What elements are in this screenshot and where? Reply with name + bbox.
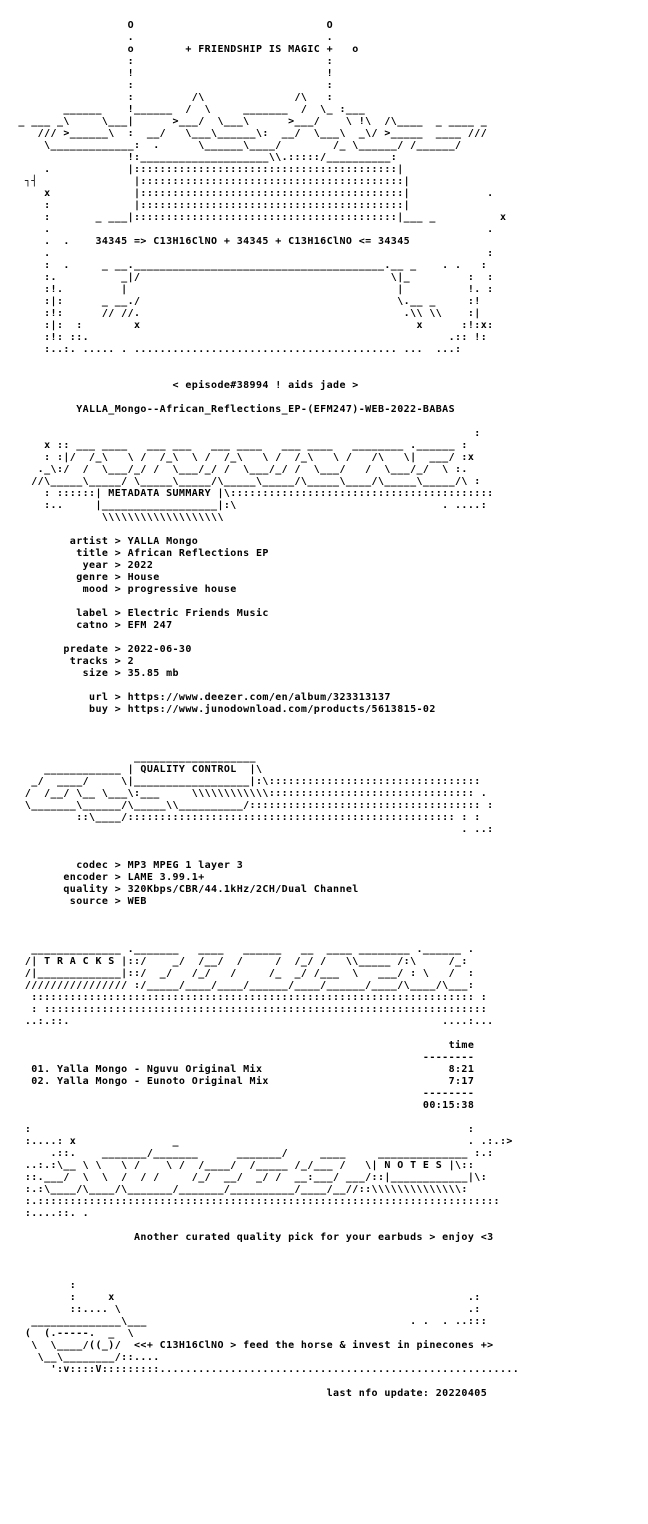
- nfo-line: !:____________________\\.:::::/__________:: [12, 152, 500, 163]
- nfo-line: : :: [12, 80, 475, 91]
- nfo-line: size > 35.85 mb: [12, 668, 179, 679]
- nfo-line: ______ !______ / \ _______ / \_ :___: [12, 104, 475, 115]
- nfo-line: YALLA_Mongo--African_Reflections_EP-(EFM247)-WEB-2022-BABAS: [12, 404, 488, 415]
- nfo-line: . .: [12, 32, 475, 43]
- nfo-line: //\_____\_____/ \_____\_____/\_____\_____/\_____\____/\_____\_____/\ :: [12, 476, 481, 487]
- nfo-line: \\\\\\\\\\\\\\\\\\\: [12, 512, 507, 523]
- nfo-line: x |:::::::::::::::::::::::::::::::::::::::::| .: [12, 188, 507, 199]
- nfo-line: o + FRIENDSHIP IS MAGIC + o: [12, 44, 475, 55]
- nfo-line: \ \____/((_)/ <<+ C13H16ClNO > feed the horse & invest in pinecones +>: [12, 1340, 494, 1351]
- nfo-line: : x .:: [12, 1292, 481, 1303]
- nfo-line: ___________________: [12, 752, 481, 763]
- nfo-line: : |:::::::::::::::::::::::::::::::::::::::::|: [12, 200, 507, 211]
- nfo-line: :..:. ..... . ......................................... ... ...:: [12, 344, 475, 355]
- nfo-line: /// >______\ : __/ \___\______\: __/ \___\ _\/ >_____ ____ ///: [12, 128, 488, 139]
- nfo-line: [12, 416, 487, 427]
- nfo-line: . :: [12, 248, 494, 259]
- nfo-line: \_______\______/\_____\\__________/:::::::::::::::::::::::::::::::::::: :: [12, 800, 494, 811]
- nfo-line: ..:.:\__ \ \ \ / \ / /____/ /_____ /_/___ / \| N O T E S |\::: [12, 1160, 475, 1171]
- nfo-line: ┐┤ |:::::::::::::::::::::::::::::::::::::::::|: [12, 176, 507, 187]
- nfo-line: ..:.::. ....:...: [12, 1016, 494, 1027]
- nfo-line: 00:15:38: [12, 1100, 475, 1111]
- nfo-line: artist > YALLA Mongo: [12, 536, 199, 547]
- nfo-line: buy > https://www.junodownload.com/products/5613815-02: [12, 704, 436, 715]
- nfo-line: tracks > 2: [12, 656, 134, 667]
- nfo-line: Another curated quality pick for your earbuds > enjoy <3: [12, 1232, 494, 1243]
- nfo-line: :.. |__________________|:\ . ....:: [12, 500, 488, 511]
- nfo-line: time: [12, 1040, 475, 1051]
- nfo-line: //////////////// :/_____/____/____/______/____/______/____/\____/\___:: [12, 980, 475, 991]
- nfo-line: : . _ __._______________________________________.__ _ . . :: [12, 260, 488, 271]
- nfo-line: O O: [12, 20, 475, 31]
- nfo-line: / /__/ \__ \___\:___ \\\\\\\\\\\\:::::::::::::::::::::::::::::::: .: [12, 788, 488, 799]
- nfo-line: :: [12, 428, 488, 439]
- nfo-line: :: [12, 1280, 481, 1291]
- nfo-line: ':v::::V:::::::::........................................................: [12, 1364, 520, 1375]
- nfo-line: /| T R A C K S |::/ _/ /__/ / / /_/ / \\_____ /:\ /_:: [12, 956, 468, 967]
- nfo-line: . .: [12, 224, 494, 235]
- nfo-line: url > https://www.deezer.com/en/album/323313137: [12, 692, 391, 703]
- nfo-line: : :: [12, 1124, 475, 1135]
- nfo-line: ! !: [12, 68, 475, 79]
- nfo-line: codec > MP3 MPEG 1 layer 3: [12, 860, 244, 871]
- nfo-line: . . 34345 => C13H16ClNO + 34345 + C13H16ClNO <= 34345: [12, 236, 494, 247]
- nfo-line: : :|/ /_\ \ / /_\ \ / /_\ \ / /_\ \ / /\ \| ___/ :x: [12, 452, 475, 463]
- nfo-line: genre > House: [12, 572, 160, 583]
- nfo-line: mood > progressive house: [12, 584, 237, 595]
- nfo-line: .::. _______/_______ _______/ ____ ______________ :.:: [12, 1148, 494, 1159]
- nfo-line: /|_____________|::/ _/ /_/ / /_ _/ /___ \ ___/ : \ / :: [12, 968, 475, 979]
- nfo-line: [12, 392, 487, 403]
- nfo-line: 02. Yalla Mongo - Eunoto Original Mix 7:17: [12, 1076, 475, 1087]
- nfo-line: . ..:: [12, 824, 494, 835]
- nfo-line: : /\ /\ :: [12, 92, 475, 103]
- nfo-line: ::\____/::::::::::::::::::::::::::::::::::::::::::::::::::: : :: [12, 812, 481, 823]
- nfo-line: ::.... \ .:: [12, 1304, 481, 1315]
- nfo-line: encoder > LAME 3.99.1+: [12, 872, 205, 883]
- nfo-line: _ ___ _\ \___| >___/ \___\ >___/ \ !\ /\____ _ ____ _: [12, 116, 488, 127]
- nfo-line: ____________ | QUALITY CONTROL |\: [12, 764, 481, 775]
- nfo-line: :....::. .: [12, 1208, 488, 1219]
- nfo-line: _/ ____/ \|__________________|:\:::::::::::::::::::::::::::::::::: [12, 776, 481, 787]
- nfo-line: [12, 524, 487, 535]
- nfo-line: ______________ ._______ ____ ______ __ ____ ________ .______ .: [12, 944, 475, 955]
- nfo-ascii-art: [12, 8, 519, 1400]
- nfo-line: :|: : x x :!:x:: [12, 320, 494, 331]
- nfo-line: ______________\___ . . . ..:::: [12, 1316, 488, 1327]
- nfo-line: :....: x _ . .:.:>: [12, 1136, 513, 1147]
- nfo-line: :.:\____/\____/\_______/_______/__________/____/__//::\\\\\\\\\\\\\\:: [12, 1184, 468, 1195]
- nfo-line: year > 2022: [12, 560, 154, 571]
- nfo-line: --------: [12, 1052, 475, 1063]
- nfo-line: x :: ___ ____ ___ ___ ___ ____ ___ ____ ________ .______ :: [12, 440, 475, 451]
- nfo-line: title > African Reflections EP: [12, 548, 269, 559]
- nfo-line: --------: [12, 1088, 475, 1099]
- nfo-line: :!. | | !. :: [12, 284, 494, 295]
- nfo-line: catno > EFM 247: [12, 620, 173, 631]
- nfo-line: : :::::::::::::::::::::::::::::::::::::::::::::::::::::::::::::::::::::: [12, 1004, 488, 1015]
- nfo-line: :.::::::::::::::::::::::::::::::::::::::::::::::::::::::::::::::::::::::::: [12, 1196, 500, 1207]
- nfo-line: : ::::::| METADATA SUMMARY |\:::::::::::::::::::::::::::::::::::::::::: [12, 488, 494, 499]
- nfo-line: :!: // //. .\\ \\ :|: [12, 308, 494, 319]
- nfo-line: :. _|/ \|_ : :: [12, 272, 494, 283]
- nfo-line: ( (.-----. _ \: [12, 1328, 462, 1339]
- nfo-line: label > Electric Friends Music: [12, 608, 269, 619]
- nfo-line: source > WEB: [12, 896, 147, 907]
- nfo-line: :|: _ __./ \.__ _ :!: [12, 296, 494, 307]
- nfo-line: ::.___/ \ \ / / / /_/ __/ _/ / __:___/ ___/::|____________|\:: [12, 1172, 488, 1183]
- nfo-line: :!: ::. .:: !:: [12, 332, 488, 343]
- nfo-line: \_____________: . \______\____/ /_ \______/ /______/: [12, 140, 475, 151]
- nfo-line: . |:::::::::::::::::::::::::::::::::::::::::|: [12, 164, 507, 175]
- nfo-line: : _ ___|:::::::::::::::::::::::::::::::::::::::::|___ _ x: [12, 212, 507, 223]
- nfo-line: 01. Yalla Mongo - Nguvu Original Mix 8:21: [12, 1064, 475, 1075]
- nfo-line: last nfo update: 20220405: [12, 1388, 488, 1399]
- nfo-line: \__\________/::....: [12, 1352, 449, 1363]
- nfo-line: ._\:/ / \___/_/ / \___/_/ / \___/_/ / \___/ / \___/_/ \ :.: [12, 464, 468, 475]
- nfo-line: < episode#38994 ! aids jade >: [12, 380, 488, 391]
- nfo-line: predate > 2022-06-30: [12, 644, 192, 655]
- nfo-line: [12, 356, 487, 367]
- nfo-line: ::::::::::::::::::::::::::::::::::::::::::::::::::::::::::::::::::::: :: [12, 992, 488, 1003]
- nfo-line: quality > 320Kbps/CBR/44.1kHz/2CH/Dual Channel: [12, 884, 359, 895]
- nfo-line: [12, 368, 487, 379]
- nfo-line: [12, 8, 474, 19]
- nfo-line: : :: [12, 56, 475, 67]
